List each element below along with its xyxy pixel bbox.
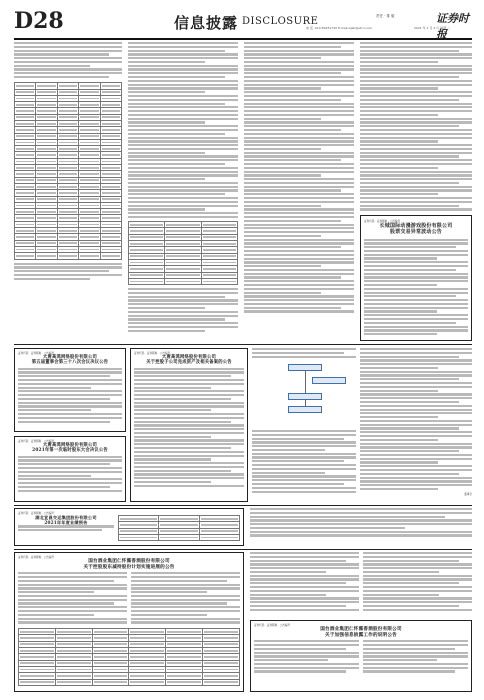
announcement-title: 大唐高鸿网络股份有限公司 2021年第一次临时股东大会决议公告 xyxy=(32,443,108,454)
page-number: D28 xyxy=(14,8,64,34)
text-column xyxy=(128,42,238,342)
stock-code-line: 证券代码 · 证券简称 · 公告编号 xyxy=(18,352,55,355)
stock-code-line: 证券代码 · 证券简称 · 公告编号 xyxy=(18,556,55,559)
editor-line: 责任 · 排 版 xyxy=(376,14,395,18)
data-table xyxy=(118,515,240,541)
announcement-title: 湖北宜昌交运集团股份有限公司 2021年年度业绩预告 xyxy=(35,515,97,526)
text-section xyxy=(250,508,472,546)
newspaper-logo: 证券时报 xyxy=(436,12,469,41)
ownership-structure-section xyxy=(252,348,356,502)
stock-code-line: 证券代码 · 证券简称 · 公告编号 xyxy=(18,512,55,515)
announcement-title: 长城国际动漫游戏股份有限公司 股票交易异常波动公告 xyxy=(379,222,453,236)
announcement-title: 国台酒业集团仁怀酱香酒股份有限公司 关于加强信息披露工作的说明公告 xyxy=(320,627,402,638)
flow-node xyxy=(288,393,322,400)
announcement-yichang xyxy=(14,508,244,546)
data-table xyxy=(14,82,122,259)
announcement-gaohong-resolution xyxy=(14,348,126,432)
data-table xyxy=(128,221,238,285)
announcement-title: 大唐高鸿网络股份有限公司 关于控股子公司完成资产及相关备案的公告 xyxy=(146,355,232,366)
issue-date: 2021 年 1 月 2 日 星期 二 xyxy=(414,26,451,30)
text-section xyxy=(250,552,472,618)
flow-node xyxy=(312,377,346,384)
text-column xyxy=(244,42,354,342)
announcement-guotai-reduction xyxy=(14,552,244,692)
announcement-gaohong-asset xyxy=(130,348,248,502)
flow-node xyxy=(288,406,322,413)
data-table xyxy=(18,628,240,686)
text-column xyxy=(360,42,472,342)
announcement-box xyxy=(360,215,472,341)
section-title-en: DISCLOSURE xyxy=(242,16,319,27)
page-body xyxy=(14,42,472,692)
section-title: 信息披露 xyxy=(174,14,239,32)
stock-code-line: 证券代码 · 证券简称 · 公告编号 xyxy=(254,624,291,627)
ownership-flowchart xyxy=(258,364,350,424)
stock-code-line: 证券代码 · 证券简称 · 公告编号 xyxy=(18,440,55,443)
stock-code-line: 证券代码 · 证券简称 · 公告编号 xyxy=(134,352,171,355)
announcement-guotai-disclosure xyxy=(250,620,472,692)
signature-line: 董事会 xyxy=(464,493,472,497)
announcement-title: 大唐高鸿网络股份有限公司 第五届董事会第三十八次会议决议公告 xyxy=(31,355,109,366)
flow-node xyxy=(288,364,322,371)
text-section xyxy=(360,348,472,502)
announcement-gaohong-meeting xyxy=(14,436,126,502)
announcement-title: 国台酒业集团仁怀酱香酒股份有限公司 关于控股股东减持股份计划实施进展的公告 xyxy=(83,559,175,570)
stock-code-line: 证券代码 · 证券简称 · 公告编号 xyxy=(364,219,401,223)
text-column xyxy=(14,42,122,342)
contact-line: 电 话 :010-83251730 E-mail:zqsb@stcn.com xyxy=(306,26,372,30)
top-announcement xyxy=(14,42,472,342)
page-header xyxy=(14,6,472,40)
